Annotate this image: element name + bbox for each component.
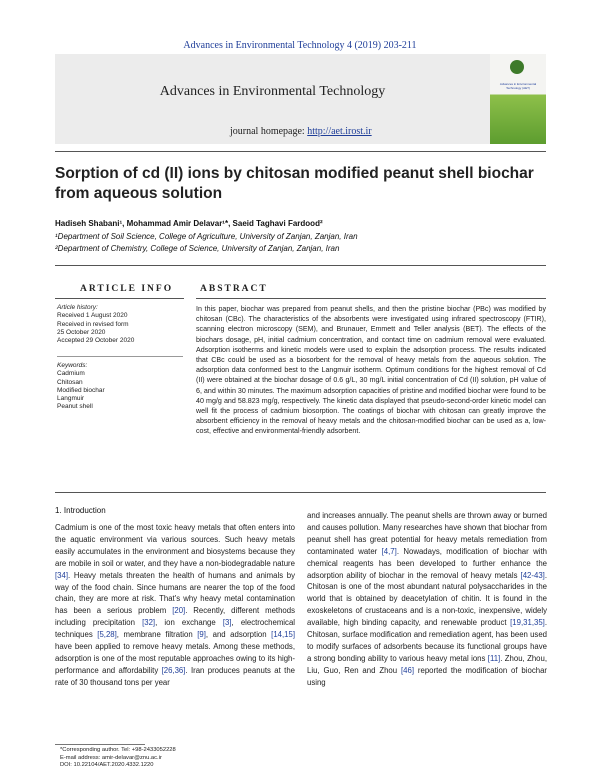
article-info-heading: ARTICLE INFO: [80, 284, 174, 294]
journal-homepage: [230, 126, 372, 137]
body-text-run: . Heavy metals threaten the health of humans and animals by way of the food chain. Since humans are nearer the top of the food chain, they are more at risk. That's why heavy metal contamination has been a serious problem: [55, 570, 295, 616]
corresponding-author: *Corresponding author. Tel: +98-2433052228: [60, 747, 176, 753]
citation-link[interactable]: [3]: [222, 618, 232, 628]
citation-link[interactable]: [46]: [401, 665, 415, 675]
keywords-label: Keywords:: [57, 362, 88, 369]
citation-link[interactable]: [4,7]: [381, 546, 397, 556]
homepage-link[interactable]: http://aet.irost.ir: [307, 126, 372, 137]
section-heading-introduction: 1. Introduction: [55, 506, 106, 515]
doi: DOI: 10.22104/AET.2020.4332.1220: [60, 762, 154, 769]
abstract-bottom-divider: [55, 492, 546, 493]
body-text-run: . Chitosan is one of the most abundant natural polysaccharides in the world that is obtained by deacetylation of chitin. It is found in the exoskeletons of crustaceans and is a non-toxic, inexpensive, widely available, high binding capacity, and renewable product: [307, 570, 547, 628]
citation-link[interactable]: [14,15]: [271, 630, 295, 640]
citation-link[interactable]: [20]: [172, 606, 186, 616]
keyword: Chitosan: [57, 378, 83, 386]
body-text-run: reported the modification of biochar using: [307, 665, 548, 687]
affiliation-1: ¹Department of Soil Science, College of Agriculture, University of Zanjan, Zanjan, Iran: [55, 232, 358, 241]
citation-link[interactable]: [26,36]: [161, 665, 186, 675]
affiliation-2: ²Department of Chemistry, College of Science, University of Zanjan, Zanjan, Iran: [55, 244, 340, 253]
body-text-run: , membrane filtration: [116, 630, 198, 640]
body-text-run: Cadmium is one of the most toxic heavy metals that often enters into the aquatic environment via various sources. Such heavy metals easily accumulates in the environment and biosystems because they are mobile in soil or water, and they have a non-biodegradable nature: [55, 523, 295, 568]
journal-cover-image: [490, 54, 546, 144]
footnote: [60, 747, 310, 770]
keywords: [57, 362, 183, 412]
citation-link[interactable]: [11]: [487, 653, 501, 663]
article-title: Sorption of cd (II) ions by chitosan modified peanut shell biochar from aqueous solution: [55, 165, 534, 202]
history-line: Accepted 29 October 2020: [57, 337, 135, 345]
body-text-run: . Zhou, Zhou, Liu, Guo, Ren and Zhou: [307, 653, 548, 675]
abstract-top-divider: [196, 298, 546, 299]
body-text-run: and increases annually. The peanut shells are thrown away or burned and causes pollution. Many researches have shown that biochar from peanut shell has great potential for heavy metals remediation from contaminated water: [307, 511, 547, 556]
history-line: Received in revised form: [57, 320, 129, 328]
body-text-run: . Iran produces peanuts at the rate of 30 thousand tons per year: [55, 665, 295, 687]
header-divider: [55, 151, 546, 152]
cover-title: Advances in Environmental Technology (AET): [499, 82, 537, 90]
citation-link[interactable]: [9]: [197, 630, 206, 640]
history-line: Received 1 August 2020: [57, 312, 128, 320]
affiliation-divider: [55, 265, 546, 266]
citation-link[interactable]: [42-43]: [520, 570, 545, 580]
keyword: Langmuir: [57, 395, 85, 403]
citation-link[interactable]: [32]: [142, 618, 156, 628]
keyword: Peanut shell: [57, 403, 93, 411]
keyword: Modified biochar: [57, 386, 105, 394]
body-text-run: have been applied to remove heavy metals. Among these methods, adsorption is one of the most reputable approaches owing to its high-performance and affordability: [55, 642, 295, 675]
citation-link[interactable]: [34]: [55, 570, 69, 580]
journal-name: Advances in Environmental Technology: [159, 84, 386, 99]
body-text-run: . Chitosan, surface modification and remediation agent, has been used to modify surfaces of adsorbents because its functional groups have a strong bonding ability to various heavy metal ions: [307, 618, 547, 663]
body-text-run: . Nowadays, modification of biochar with chemical reagents has been developed to further enhance the adsorption ability of biochar in the removal of heavy metals: [307, 546, 547, 580]
body-left-column: [55, 522, 295, 689]
journal-reference: Advances in Environmental Technology 4 (2019) 203-211: [183, 40, 417, 51]
homepage-label: journal homepage:: [230, 126, 305, 137]
author-email: E-mail address: amir-delavar@znu.ac.ir: [60, 754, 162, 761]
journal-logo-icon: [510, 60, 524, 74]
author-list: Hadiseh Shabani¹, Mohammad Amir Delavar¹*, Saeid Taghavi Fardood²: [55, 219, 323, 228]
body-text-run: . Recently, different methods including precipitation: [55, 606, 295, 628]
citation-link[interactable]: [19,31,35]: [510, 618, 545, 628]
history-line: 25 October 2020: [57, 328, 106, 336]
body-text-run: , electrochemical techniques: [55, 618, 296, 640]
body-text-run: , and adsorption: [205, 630, 272, 640]
footnote-divider: [55, 744, 145, 745]
article-history: [57, 304, 183, 345]
keyword: Cadmium: [57, 370, 85, 378]
info-top-divider: [55, 298, 184, 299]
body-text-run: , ion exchange: [155, 618, 223, 628]
body-right-column: [307, 510, 547, 689]
citation-link[interactable]: [5,28]: [97, 630, 117, 640]
info-mid-divider: [57, 356, 183, 357]
abstract-text: In this paper, biochar was prepared from peanut shells, and then the pristine biochar (PBc) was modified by chitosan (CBc). The characteristics of the absorbents were investigated using infrared spectroscopy (FTIR), scanning electron microscopy (SEM), and Brunauer, Emmett and Teller analysis (BET). The effects of the biochars dosage, pH, initial cadmium concentration, and contact time on cadmium removal were evaluated. Adsorption isotherms and kinetic models were used to explain the adsorption process. The results indicated that CBc could be used as a biosorbent for the removal of heavy metals from the aqueous solution. The adsorption data conformed best to the Langmuir isotherm. Optimum conditions for the highest removal of Cd (II) were obtained at the biochar dosage of 0.6 g/L, 30 mg/L initial concentration of Cd (II) solution, pH value of 6, and within 30 minutes. The maximum adsorption capacities of pristine and modified biochar were found to be 40 mg/g and 58.823 mg/g, respectively. The kinetic data displayed that pseudo-second-order kinetic model can well fit the process of cadmium biosorption. The coatings of biochar with chitosan can greatly improve the absorbent efficiency in the removal of heavy metals and the chitosan-modified biochar can be used as a, low-cost, effective and environmental-friendly adsorbent.: [196, 305, 546, 436]
history-label: Article history:: [57, 304, 98, 311]
abstract-heading: ABSTRACT: [200, 284, 268, 294]
